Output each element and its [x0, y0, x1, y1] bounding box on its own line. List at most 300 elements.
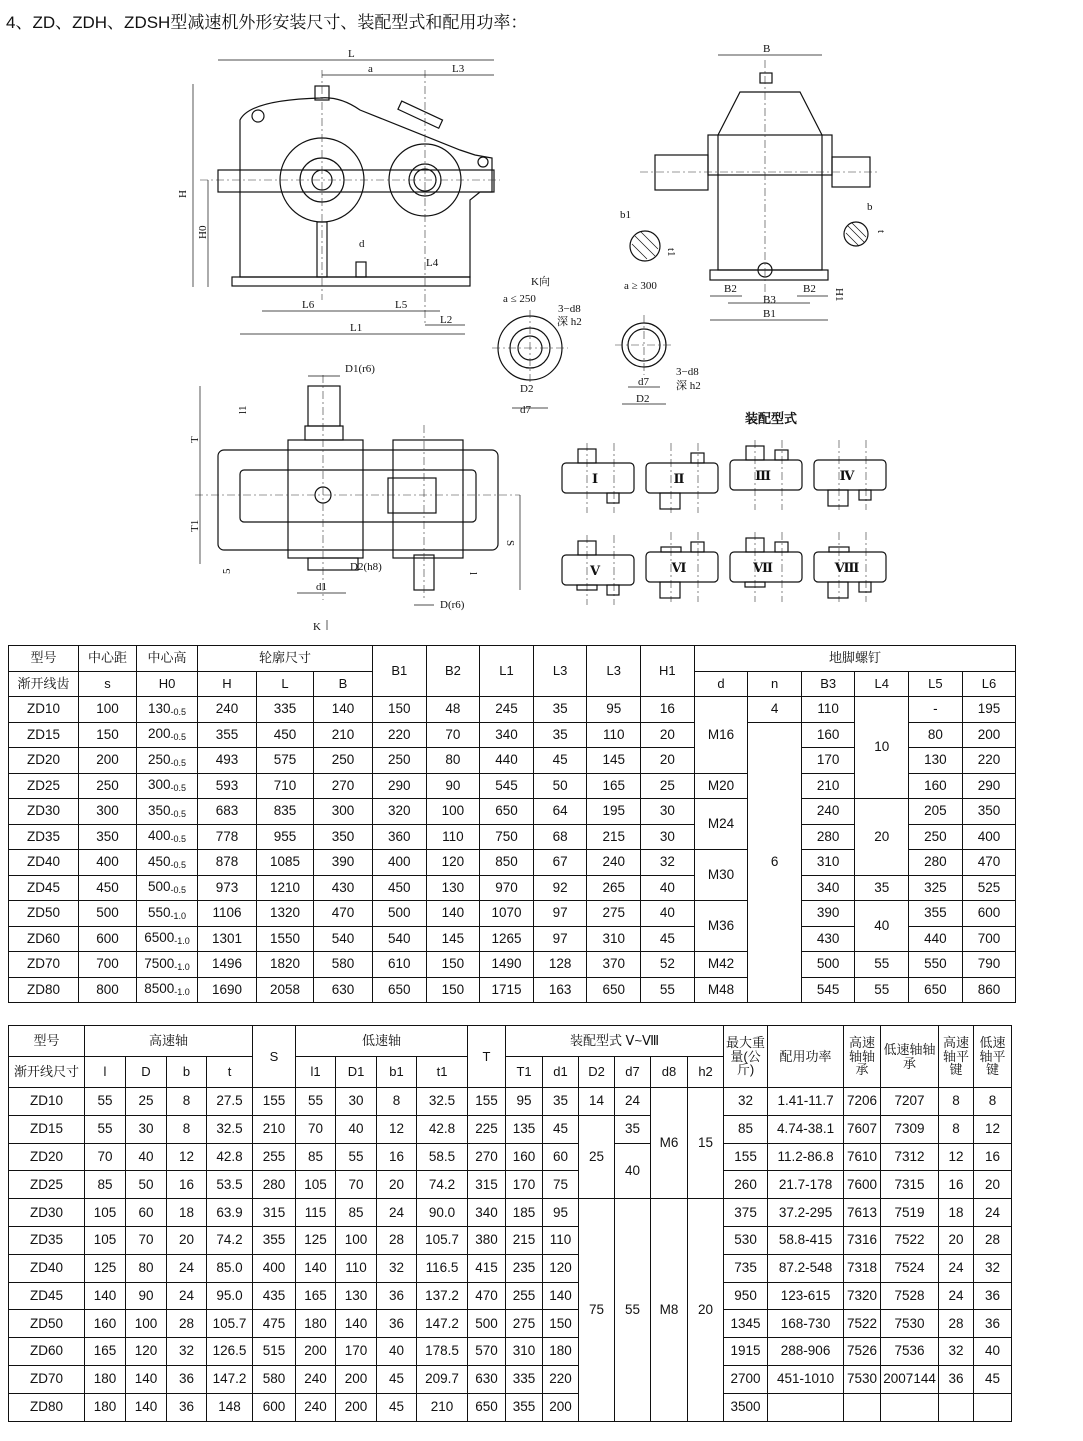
- table-cell: 700: [962, 926, 1016, 952]
- table-cell: 80: [126, 1254, 167, 1282]
- header-cell: T: [468, 1026, 506, 1088]
- header-cell: d1: [543, 1057, 579, 1088]
- table-cell: 160: [801, 722, 855, 748]
- table-cell: 50: [126, 1171, 167, 1199]
- table-cell: 16: [939, 1171, 974, 1199]
- table-cell: 430: [314, 875, 373, 901]
- table-cell: 1320: [257, 901, 314, 927]
- table-cell: M20: [694, 773, 748, 799]
- table-cell: 120: [543, 1254, 579, 1282]
- table-cell: 135: [506, 1115, 543, 1143]
- svg-text:d: d: [359, 238, 365, 250]
- table-cell: 355: [253, 1226, 296, 1254]
- svg-text:K向: K向: [531, 276, 550, 288]
- table-cell: 493: [198, 748, 257, 774]
- table-cell: 470: [468, 1282, 506, 1310]
- table-cell: 55: [336, 1143, 377, 1171]
- table-cell: 320: [373, 799, 427, 825]
- table-cell: 215: [587, 824, 641, 850]
- table-cell: 8: [167, 1088, 207, 1116]
- dimension-table: [8, 645, 1070, 1003]
- svg-text:L6: L6: [302, 299, 315, 311]
- table-row: [9, 1171, 1012, 1199]
- table-cell: 2700: [724, 1365, 768, 1393]
- table-cell: 580: [314, 952, 373, 978]
- table-cell: 630: [468, 1365, 506, 1393]
- table-cell: 36: [167, 1393, 207, 1421]
- table-cell: 20: [167, 1226, 207, 1254]
- table-cell: 95.0: [207, 1282, 253, 1310]
- table-cell: 140: [314, 697, 373, 723]
- table-cell: 610: [373, 952, 427, 978]
- assembly-type-label: Ⅳ: [839, 468, 855, 483]
- header-cell: L3: [587, 646, 641, 697]
- table-cell: ZD80: [9, 977, 79, 1003]
- table-cell: 11.2-86.8: [768, 1143, 844, 1171]
- table-cell: 2007144: [881, 1365, 939, 1393]
- table-cell: 235: [506, 1254, 543, 1282]
- table-cell: 52: [641, 952, 695, 978]
- table-cell: M16: [694, 697, 748, 774]
- header-cell: 最大重量(公斤): [724, 1026, 768, 1088]
- svg-text:d7: d7: [638, 376, 649, 388]
- svg-text:T1: T1: [189, 519, 201, 532]
- table-cell: 24: [974, 1199, 1012, 1227]
- table-cell: 210: [314, 722, 373, 748]
- header-cell: 型号: [9, 646, 79, 672]
- table-cell: 25: [641, 773, 695, 799]
- table-cell: 75: [579, 1199, 615, 1421]
- table-cell: 150: [373, 697, 427, 723]
- table-cell: 20: [641, 722, 695, 748]
- table-cell: 20: [855, 799, 909, 876]
- header-cell: L6: [962, 671, 1016, 697]
- table-cell: 50: [533, 773, 587, 799]
- table-cell: 16: [641, 697, 695, 723]
- table-cell: [881, 1393, 939, 1421]
- table-cell: 7524: [881, 1254, 939, 1282]
- table-cell: 95: [506, 1088, 543, 1116]
- table-cell: 355: [506, 1393, 543, 1421]
- table-cell: 12: [167, 1143, 207, 1171]
- table-cell: 7316: [844, 1226, 881, 1254]
- table-cell: 128: [533, 952, 587, 978]
- header-cell: L1: [480, 646, 534, 697]
- assembly-type-label: Ⅵ: [671, 560, 687, 575]
- table-cell: 1085: [257, 850, 314, 876]
- table-cell: 15: [688, 1088, 724, 1199]
- table-cell: 110: [801, 697, 855, 723]
- table-row: [9, 1226, 1012, 1254]
- table-cell: 750: [480, 824, 534, 850]
- table-cell: 400: [373, 850, 427, 876]
- table-cell: 7526: [844, 1338, 881, 1366]
- table-row: [9, 1365, 1012, 1393]
- table-cell: 530: [724, 1226, 768, 1254]
- table-cell: 440: [480, 748, 534, 774]
- svg-text:深 h2: 深 h2: [557, 316, 582, 328]
- table-cell: 20: [974, 1171, 1012, 1199]
- table-cell: 6: [748, 722, 802, 1003]
- header-cell: t: [207, 1057, 253, 1088]
- table-cell: $200_{-0.5}$: [137, 722, 198, 748]
- table-cell: 240: [587, 850, 641, 876]
- table-cell: 40: [336, 1115, 377, 1143]
- table-cell: 80: [909, 722, 963, 748]
- table-cell: 63.9: [207, 1199, 253, 1227]
- table-cell: M48: [694, 977, 748, 1003]
- table-cell: 240: [801, 799, 855, 825]
- table-cell: 275: [506, 1310, 543, 1338]
- table-cell: 390: [801, 901, 855, 927]
- table-cell: 1345: [724, 1310, 768, 1338]
- table-cell: 1265: [480, 926, 534, 952]
- header-cell: B2: [426, 646, 480, 697]
- table-cell: 115: [296, 1199, 336, 1227]
- table-cell: 7522: [881, 1226, 939, 1254]
- table-cell: 35: [855, 875, 909, 901]
- table-cell: 74.2: [417, 1171, 468, 1199]
- header-cell: d7: [615, 1057, 651, 1088]
- table-cell: M36: [694, 901, 748, 952]
- table-cell: $300_{-0.5}$: [137, 773, 198, 799]
- table-row: [9, 1393, 1012, 1421]
- svg-text:S: S: [504, 540, 516, 547]
- table-cell: 120: [426, 850, 480, 876]
- table-cell: 35: [615, 1115, 651, 1143]
- table-cell: 7312: [881, 1143, 939, 1171]
- header-cell: D2: [579, 1057, 615, 1088]
- table-cell: 4.74-38.1: [768, 1115, 844, 1143]
- svg-text:B: B: [763, 43, 771, 55]
- table-cell: 42.8: [417, 1115, 468, 1143]
- table-cell: 650: [909, 977, 963, 1003]
- table-cell: 200: [336, 1365, 377, 1393]
- table-cell: 215: [506, 1226, 543, 1254]
- table-cell: 20: [641, 748, 695, 774]
- table-cell: 475: [253, 1310, 296, 1338]
- table-cell: 64: [533, 799, 587, 825]
- table-cell: 30: [641, 799, 695, 825]
- table-cell: 36: [377, 1282, 417, 1310]
- table-cell: 280: [801, 824, 855, 850]
- svg-text:D2(h8): D2(h8): [350, 561, 382, 573]
- table-cell: 92: [533, 875, 587, 901]
- header-cell: 装配型式 Ⅴ~Ⅷ: [506, 1026, 724, 1057]
- table-cell: 540: [314, 926, 373, 952]
- table-cell: 450: [79, 875, 137, 901]
- table-cell: 40: [377, 1338, 417, 1366]
- table-cell: 650: [480, 799, 534, 825]
- table-cell: 25: [126, 1088, 167, 1116]
- table-cell: 355: [198, 722, 257, 748]
- table-cell: 165: [587, 773, 641, 799]
- table-cell: 850: [480, 850, 534, 876]
- table-cell: 778: [198, 824, 257, 850]
- table-cell: 30: [126, 1115, 167, 1143]
- table-cell: 75: [543, 1171, 579, 1199]
- svg-text:D(r6): D(r6): [440, 599, 465, 611]
- side-view: [620, 43, 887, 320]
- table-cell: ZD40: [9, 850, 79, 876]
- table-cell: 40: [974, 1338, 1012, 1366]
- table-cell: 878: [198, 850, 257, 876]
- table-cell: 360: [373, 824, 427, 850]
- table-row: [9, 1282, 1012, 1310]
- header-cell: 渐开线尺寸: [9, 1057, 85, 1088]
- table-row: [9, 722, 1070, 748]
- table-cell: 630: [314, 977, 373, 1003]
- table-cell: 85: [296, 1143, 336, 1171]
- table-cell: [844, 1393, 881, 1421]
- table-cell: 40: [855, 901, 909, 952]
- header-cell: H0: [137, 671, 198, 697]
- table-cell: 400: [253, 1254, 296, 1282]
- table-cell: 32: [167, 1338, 207, 1366]
- table-cell: 7530: [844, 1365, 881, 1393]
- svg-text:B1: B1: [763, 308, 776, 320]
- table-row: [9, 697, 1070, 723]
- assembly-type-label: Ⅰ: [591, 471, 599, 486]
- table-cell: 1301: [198, 926, 257, 952]
- table-cell: 163: [533, 977, 587, 1003]
- table-cell: 70: [336, 1171, 377, 1199]
- svg-text:L: L: [348, 48, 355, 60]
- table-cell: ZD30: [9, 1199, 85, 1227]
- table-cell: 150: [426, 952, 480, 978]
- table-cell: 32: [377, 1254, 417, 1282]
- table-cell: 137.2: [417, 1282, 468, 1310]
- table-cell: 200: [296, 1338, 336, 1366]
- table-cell: 600: [253, 1393, 296, 1421]
- table-cell: 265: [587, 875, 641, 901]
- header-cell: d8: [651, 1057, 688, 1088]
- table-cell: 105: [85, 1226, 126, 1254]
- table-cell: ZD35: [9, 824, 79, 850]
- table-cell: 195: [962, 697, 1016, 723]
- table-cell: 20: [688, 1199, 724, 1421]
- table-cell: $8500_{-1.0}$: [137, 977, 198, 1003]
- table-cell: 12: [377, 1115, 417, 1143]
- table-cell: 7613: [844, 1199, 881, 1227]
- table-cell: 7528: [881, 1282, 939, 1310]
- svg-text:t1: t1: [665, 248, 677, 257]
- header-cell: l: [85, 1057, 126, 1088]
- table-cell: 210: [417, 1393, 468, 1421]
- table-cell: 18: [939, 1199, 974, 1227]
- table-cell: 300: [314, 799, 373, 825]
- assembly-type-label: Ⅶ: [753, 560, 773, 575]
- table-cell: 430: [801, 926, 855, 952]
- assembly-type-label: Ⅱ: [673, 471, 685, 486]
- table-cell: 42.8: [207, 1143, 253, 1171]
- table-cell: -: [909, 697, 963, 723]
- table-cell: 290: [962, 773, 1016, 799]
- table-cell: 85: [724, 1115, 768, 1143]
- table-cell: 735: [724, 1254, 768, 1282]
- table-cell: 40: [641, 875, 695, 901]
- table-cell: $450_{-0.5}$: [137, 850, 198, 876]
- table-cell: 973: [198, 875, 257, 901]
- table-cell: 55: [85, 1088, 126, 1116]
- table-cell: 7207: [881, 1088, 939, 1116]
- table-cell: 10: [855, 697, 909, 799]
- table-cell: 1.41-11.7: [768, 1088, 844, 1116]
- table-cell: 125: [296, 1226, 336, 1254]
- table-cell: 7536: [881, 1338, 939, 1366]
- table-cell: 8: [377, 1088, 417, 1116]
- table-cell: 580: [253, 1365, 296, 1393]
- table-row: [9, 926, 1070, 952]
- table-cell: M24: [694, 799, 748, 850]
- table-cell: 160: [506, 1143, 543, 1171]
- svg-text:L5: L5: [395, 299, 408, 311]
- header-cell: s: [79, 671, 137, 697]
- table-cell: 95: [543, 1199, 579, 1227]
- table-cell: 55: [615, 1199, 651, 1421]
- header-cell: 低速轴: [296, 1026, 468, 1057]
- table-cell: 350: [962, 799, 1016, 825]
- table-cell: 18: [167, 1199, 207, 1227]
- svg-text:D1(r6): D1(r6): [345, 363, 375, 375]
- header-cell: 渐开线齿: [9, 671, 79, 697]
- header-cell: L4: [855, 671, 909, 697]
- table-cell: 35: [533, 697, 587, 723]
- svg-text:L3: L3: [452, 63, 465, 75]
- table-cell: 390: [314, 850, 373, 876]
- table-cell: 1496: [198, 952, 257, 978]
- table-cell: 130: [426, 875, 480, 901]
- table-cell: ZD60: [9, 1338, 85, 1366]
- table-cell: 335: [506, 1365, 543, 1393]
- table-cell: ZD40: [9, 1254, 85, 1282]
- reducer-drawings: [0, 0, 1083, 640]
- table-cell: 1210: [257, 875, 314, 901]
- table-row: [9, 875, 1070, 901]
- table-cell: ZD70: [9, 952, 79, 978]
- table-cell: 178.5: [417, 1338, 468, 1366]
- table-cell: M30: [694, 850, 748, 901]
- svg-text:B3: B3: [763, 294, 776, 306]
- table-cell: 70: [426, 722, 480, 748]
- header-cell: S: [253, 1026, 296, 1088]
- header-cell: B: [314, 671, 373, 697]
- table-cell: 310: [801, 850, 855, 876]
- table-cell: 155: [468, 1088, 506, 1116]
- table-cell: 130: [336, 1282, 377, 1310]
- table-cell: 40: [615, 1143, 651, 1199]
- header-cell: 高速轴: [85, 1026, 253, 1057]
- table-row: [9, 1115, 1012, 1143]
- table-cell: 12: [939, 1143, 974, 1171]
- table-cell: 60: [543, 1143, 579, 1171]
- table-cell: 28: [974, 1226, 1012, 1254]
- table-cell: 8: [167, 1115, 207, 1143]
- table-cell: 435: [253, 1282, 296, 1310]
- table-cell: 400: [962, 824, 1016, 850]
- table-cell: 140: [296, 1254, 336, 1282]
- table-cell: 55: [855, 952, 909, 978]
- table-cell: 310: [506, 1338, 543, 1366]
- table-cell: 28: [377, 1226, 417, 1254]
- table-cell: 350: [314, 824, 373, 850]
- table-row: [9, 1199, 1012, 1227]
- table-cell: ZD30: [9, 799, 79, 825]
- table-cell: 58.5: [417, 1143, 468, 1171]
- table-cell: 100: [79, 697, 137, 723]
- table-cell: 24: [939, 1282, 974, 1310]
- table-cell: 55: [85, 1115, 126, 1143]
- table-cell: 110: [426, 824, 480, 850]
- table-cell: 90: [426, 773, 480, 799]
- table-cell: 45: [974, 1365, 1012, 1393]
- table-cell: 210: [253, 1115, 296, 1143]
- table-cell: 36: [167, 1365, 207, 1393]
- table-cell: 168-730: [768, 1310, 844, 1338]
- svg-text:T: T: [189, 436, 201, 443]
- table-cell: 470: [962, 850, 1016, 876]
- table-cell: 160: [85, 1310, 126, 1338]
- header-cell: b: [167, 1057, 207, 1088]
- table-cell: 7610: [844, 1143, 881, 1171]
- table-cell: 20: [939, 1226, 974, 1254]
- table-cell: 48: [426, 697, 480, 723]
- table-cell: 525: [962, 875, 1016, 901]
- table-cell: 1550: [257, 926, 314, 952]
- table-cell: ZD70: [9, 1365, 85, 1393]
- svg-text:D2: D2: [520, 383, 534, 395]
- table-cell: 180: [85, 1393, 126, 1421]
- svg-text:l1: l1: [237, 405, 249, 414]
- table-cell: 150: [543, 1310, 579, 1338]
- svg-text:d7: d7: [520, 404, 531, 416]
- table-row: [9, 748, 1070, 774]
- table-cell: [768, 1393, 844, 1421]
- table-cell: 240: [296, 1393, 336, 1421]
- table-cell: 24: [377, 1199, 417, 1227]
- header-cell: B3: [801, 671, 855, 697]
- table-cell: 210: [801, 773, 855, 799]
- table-cell: 170: [506, 1171, 543, 1199]
- top-view: [189, 363, 520, 633]
- table-cell: 140: [85, 1282, 126, 1310]
- svg-text:D2: D2: [636, 393, 650, 405]
- table-cell: ZD10: [9, 1088, 85, 1116]
- table-cell: 180: [85, 1365, 126, 1393]
- table-cell: $550_{-1.0}$: [137, 901, 198, 927]
- table-cell: 1690: [198, 977, 257, 1003]
- table-cell: 97: [533, 926, 587, 952]
- page-title: 4、ZD、ZDH、ZDSH型减速机外形安装尺寸、装配型式和配用功率：: [6, 13, 528, 32]
- table-cell: 350: [79, 824, 137, 850]
- table-cell: $130_{-0.5}$: [137, 697, 198, 723]
- table-cell: 90: [126, 1282, 167, 1310]
- header-cell: D1: [336, 1057, 377, 1088]
- table-cell: 90.0: [417, 1199, 468, 1227]
- table-cell: 160: [909, 773, 963, 799]
- table-cell: 7309: [881, 1115, 939, 1143]
- table-cell: 123-615: [768, 1282, 844, 1310]
- header-cell: l1: [296, 1057, 336, 1088]
- svg-text:l: l: [467, 572, 479, 576]
- header-cell: 地脚螺钉: [694, 646, 1016, 672]
- table-cell: 32: [641, 850, 695, 876]
- table-cell: 35: [533, 722, 587, 748]
- table-cell: ZD80: [9, 1393, 85, 1421]
- table-cell: ZD45: [9, 875, 79, 901]
- table-cell: 68: [533, 824, 587, 850]
- table-cell: 450: [373, 875, 427, 901]
